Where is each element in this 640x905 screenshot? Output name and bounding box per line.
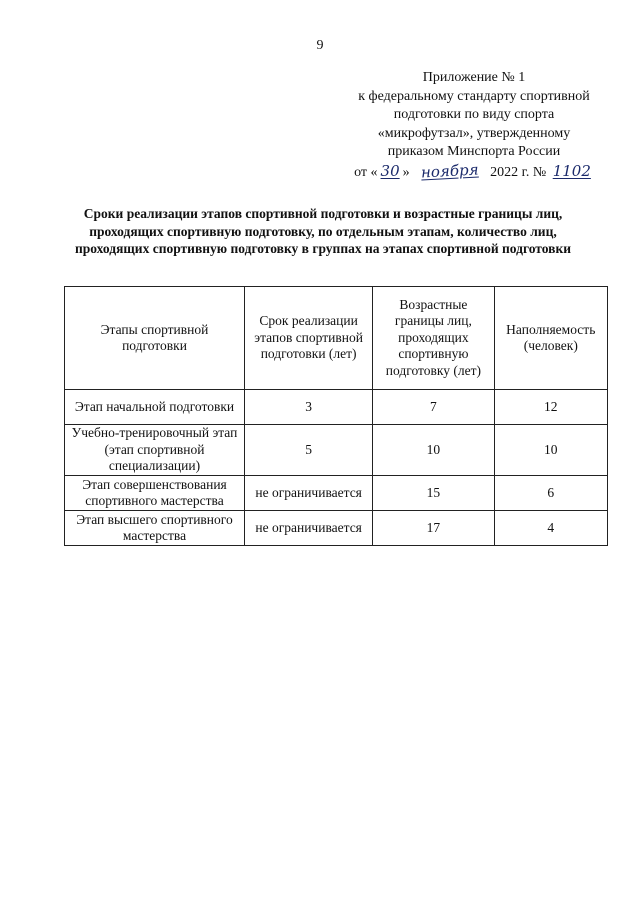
table-cell: 12	[494, 390, 607, 425]
table-cell: Этап высшего спортивного мастерства	[65, 511, 245, 546]
date-day-close: »	[402, 164, 410, 180]
header-stages: Этапы спортивной подготовки	[65, 287, 245, 390]
table-cell: 7	[373, 390, 494, 425]
table-cell: не ограничивается	[244, 476, 372, 511]
table-cell: 6	[494, 476, 607, 511]
table-cell: 17	[373, 511, 494, 546]
handwritten-order-number: 1102	[552, 161, 591, 180]
table-cell: 5	[244, 425, 372, 476]
appendix-line-3: подготовки по виду спорта	[393, 107, 555, 122]
table-cell: 10	[494, 425, 607, 476]
date-prefix: от «	[354, 164, 378, 180]
table-cell: 3	[244, 390, 372, 425]
table-cell: 4	[494, 511, 607, 546]
table-row	[65, 476, 608, 511]
table-header-row	[65, 287, 608, 390]
appendix-line-4: «микрофутзал», утвержденному	[377, 125, 571, 141]
appendix-line-2: к федеральному стандарту спортивной	[358, 88, 590, 104]
table-row	[65, 425, 608, 476]
appendix-date-line	[340, 162, 608, 183]
table-cell: Этап начальной подготовки	[65, 390, 245, 425]
header-duration: Срок реализации этапов спортивной подготовки (лет)	[244, 287, 372, 390]
appendix-block	[340, 69, 608, 182]
appendix-line-1: Приложение № 1	[422, 70, 526, 85]
stages-table	[64, 286, 608, 546]
date-year: 2022 г. №	[490, 164, 547, 180]
table-cell: 15	[373, 476, 494, 511]
table-cell: не ограничивается	[244, 511, 372, 546]
table-row	[65, 511, 608, 546]
handwritten-day: 30	[380, 161, 400, 180]
header-age-limits: Возрастные границы лиц, проходящих спортивную подготовку (лет)	[373, 287, 494, 390]
table-cell: 10	[373, 425, 494, 476]
table-row	[65, 390, 608, 425]
table-cell: Этап совершенствования спортивного мастерства	[65, 476, 245, 511]
table-cell: Учебно-тренировочный этап (этап спортивной специализации)	[65, 425, 245, 476]
document-title: Сроки реализации этапов спортивной подготовки и возрастные границы лиц, проходящих спортивную подготовку, по отдельным этапам, количество лиц, проходящих спортивную подготовку в группах на этапах спортивной подготовки	[74, 206, 572, 256]
handwritten-month: ноября	[420, 160, 480, 181]
header-capacity: Наполняемость (человек)	[494, 287, 607, 390]
appendix-line-5: приказом Минспорта России	[387, 144, 561, 159]
page-number: 9	[316, 38, 324, 53]
